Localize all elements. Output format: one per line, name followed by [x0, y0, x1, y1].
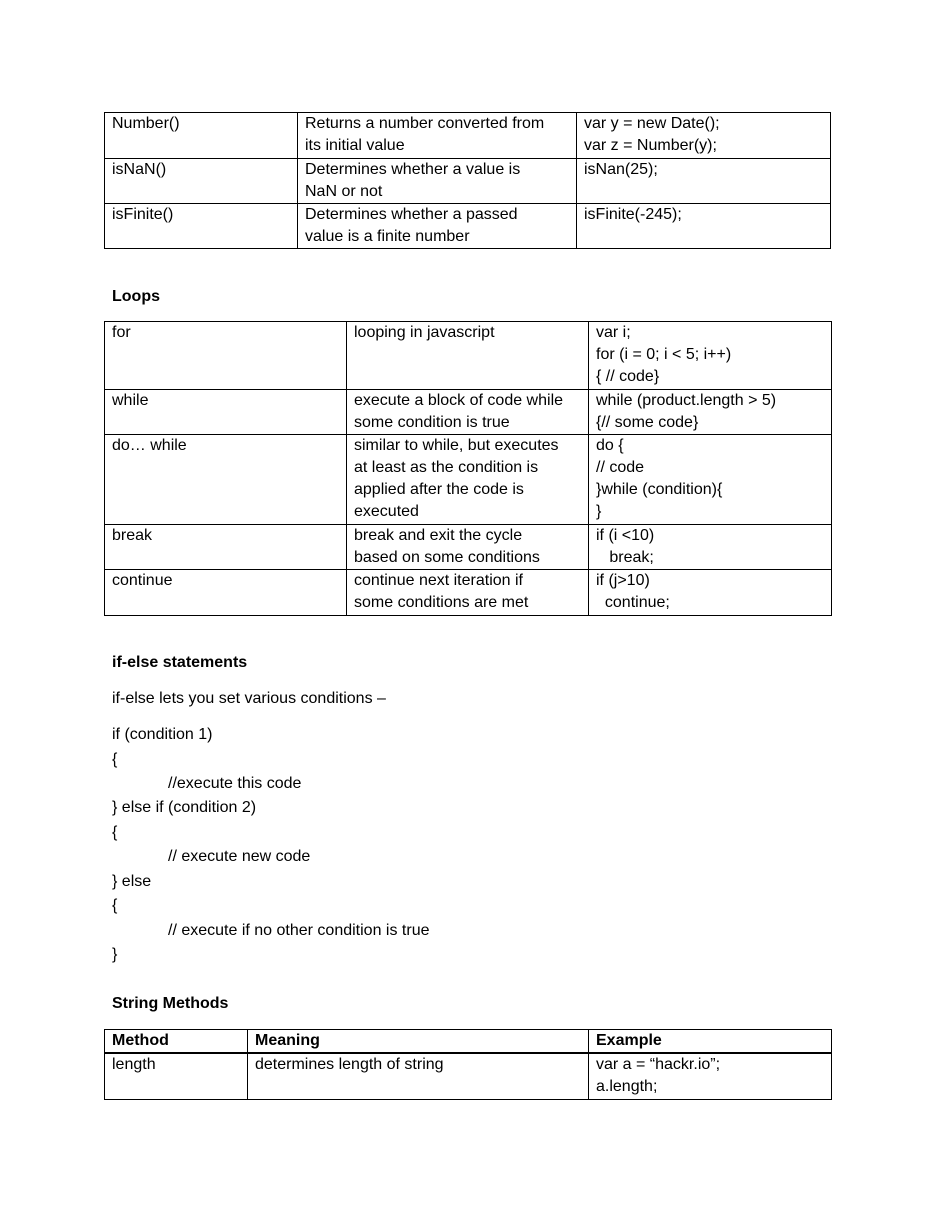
- table-row: [105, 159, 831, 204]
- column-header-example: Example: [589, 1030, 832, 1054]
- loop-example-cell: while (product.length > 5) {// some code}: [589, 390, 832, 435]
- code-line: //execute this code: [168, 775, 302, 792]
- code-line: {: [112, 751, 118, 768]
- loops-table: [104, 321, 832, 616]
- table-row: [105, 435, 832, 525]
- loop-name-cell: while: [105, 390, 347, 435]
- table-header-row: [105, 1030, 832, 1054]
- table-row: [105, 113, 831, 159]
- code-line: // execute new code: [168, 848, 311, 865]
- loop-example-cell: do { // code }while (condition){ }: [589, 435, 832, 525]
- function-example-cell: var y = new Date(); var z = Number(y);: [577, 113, 831, 159]
- code-line: {: [112, 897, 118, 914]
- table-row: [105, 390, 832, 435]
- loop-name-cell: do… while: [105, 435, 347, 525]
- method-desc-cell: determines length of string: [248, 1053, 589, 1099]
- code-line: } else if (condition 2): [112, 799, 257, 816]
- loop-desc-cell: looping in javascript: [347, 322, 589, 390]
- table-row: [105, 525, 832, 570]
- method-name-cell: length: [105, 1053, 248, 1099]
- method-example-cell: var a = “hackr.io”; a.length;: [589, 1053, 832, 1099]
- table-row: [105, 204, 831, 249]
- function-name-cell: Number(): [105, 113, 298, 159]
- string-methods-heading: String Methods: [112, 995, 229, 1012]
- number-functions-table: [104, 112, 831, 249]
- table-row: [105, 570, 832, 616]
- code-line: {: [112, 824, 118, 841]
- string-methods-table: [104, 1029, 832, 1100]
- code-line: } else: [112, 873, 152, 890]
- code-line: }: [112, 946, 118, 963]
- loop-desc-cell: continue next iteration if some conditions are met: [347, 570, 589, 616]
- code-line: // execute if no other condition is true: [168, 922, 430, 939]
- function-desc-cell: Returns a number converted from its initial value: [298, 113, 577, 159]
- if-else-intro: if-else lets you set various conditions –: [112, 690, 386, 707]
- column-header-meaning: Meaning: [248, 1030, 589, 1054]
- loop-desc-cell: execute a block of code while some condition is true: [347, 390, 589, 435]
- loops-heading: Loops: [112, 288, 160, 305]
- loop-desc-cell: similar to while, but executes at least as the condition is applied after the code is executed: [347, 435, 589, 525]
- column-header-method: Method: [105, 1030, 248, 1054]
- loop-example-cell: if (i <10) break;: [589, 525, 832, 570]
- table-row: [105, 1053, 832, 1099]
- function-name-cell: isNaN(): [105, 159, 298, 204]
- loop-example-cell: if (j>10) continue;: [589, 570, 832, 616]
- function-example-cell: isNan(25);: [577, 159, 831, 204]
- function-name-cell: isFinite(): [105, 204, 298, 249]
- code-line: if (condition 1): [112, 726, 213, 743]
- loop-name-cell: continue: [105, 570, 347, 616]
- loop-name-cell: for: [105, 322, 347, 390]
- if-else-heading: if-else statements: [112, 654, 248, 671]
- function-example-cell: isFinite(-245);: [577, 204, 831, 249]
- table-row: [105, 322, 832, 390]
- function-desc-cell: Determines whether a passed value is a finite number: [298, 204, 577, 249]
- loop-example-cell: var i; for (i = 0; i < 5; i++) { // code}: [589, 322, 832, 390]
- loop-desc-cell: break and exit the cycle based on some conditions: [347, 525, 589, 570]
- function-desc-cell: Determines whether a value is NaN or not: [298, 159, 577, 204]
- loop-name-cell: break: [105, 525, 347, 570]
